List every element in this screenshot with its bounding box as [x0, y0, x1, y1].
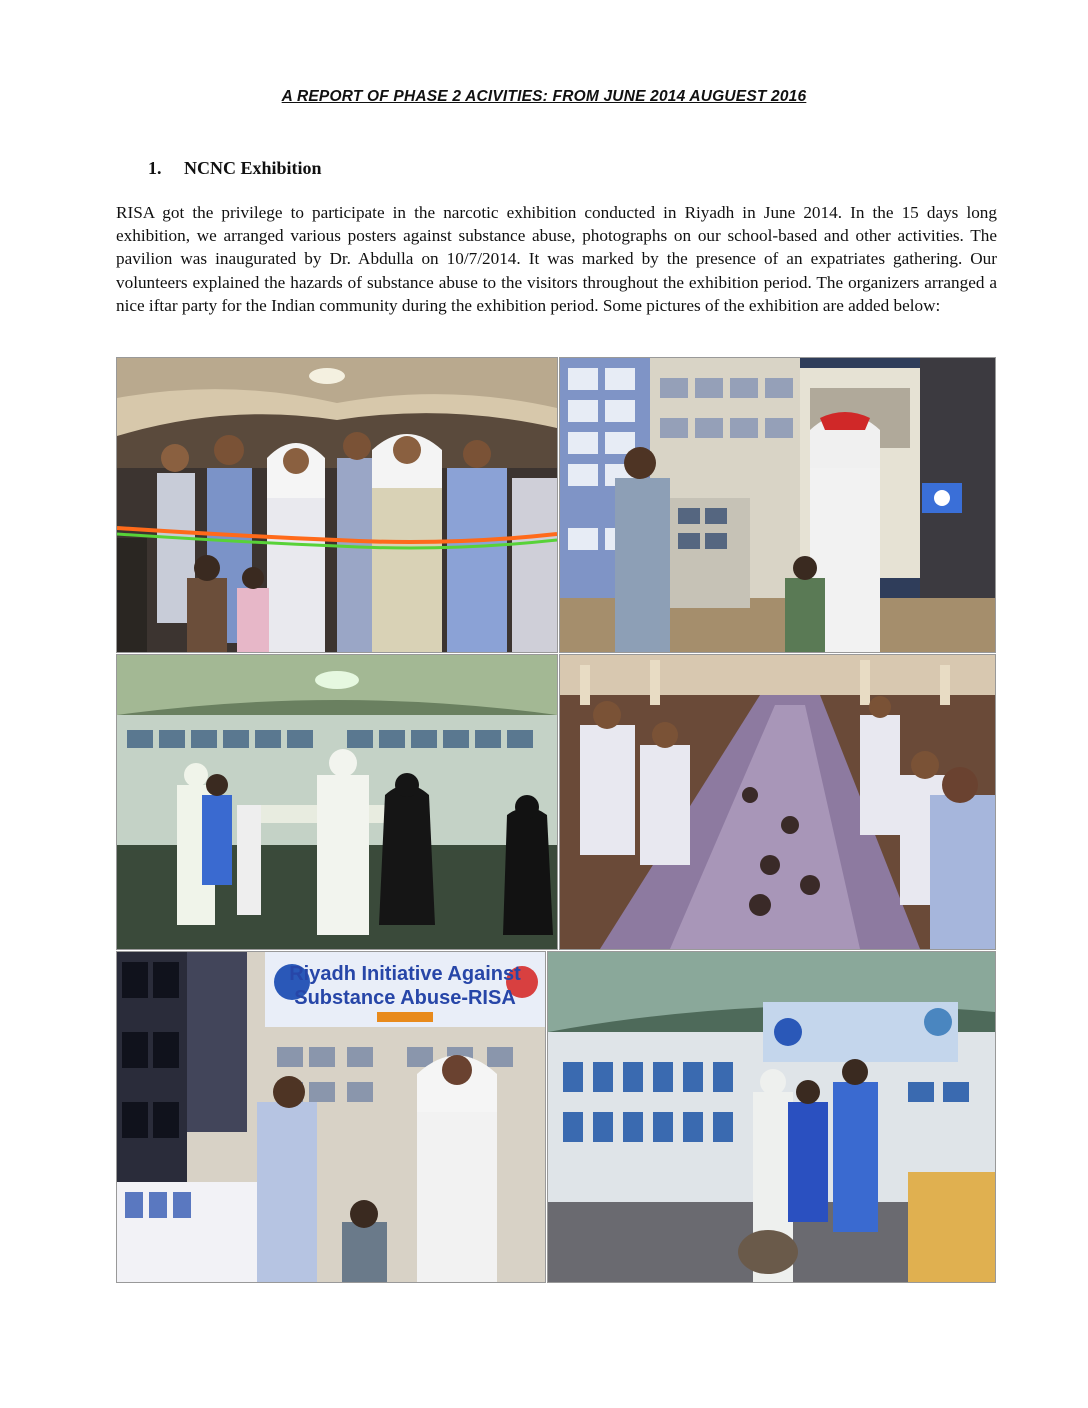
photo-risa-stall: [116, 951, 546, 1283]
photo-exhibit-visitors: [559, 357, 996, 653]
section-number: 1.: [148, 158, 162, 178]
banner-line-1: Riyadh Initiative Against: [289, 963, 521, 985]
photo-ribbon-cutting: [116, 357, 558, 653]
photo-iftar-party: [559, 654, 996, 950]
photo-pavilion-visitors: [116, 654, 558, 950]
section-title: NCNC Exhibition: [184, 158, 322, 178]
section-heading: [148, 158, 322, 179]
photo-display-area: [547, 951, 996, 1283]
section-paragraph: RISA got the privilege to participate in the narcotic exhibition conducted in Riyadh in June 2014. In the 15 days long exhibition, we arranged various posters against substance abuse, photographs on our school-based and other activities. The pavilion was inaugurated by Dr. Abdulla on 10/7/2014. It was marked by the presence of an expatriates gathering. Our volunteers explained the hazards of substance abuse to the visitors throughout the exhibition period. The organizers arranged a nice iftar party for the Indian community during the exhibition period. Some pictures of the exhibition are added below:: [116, 203, 997, 315]
document-title: A REPORT OF PHASE 2 ACIVITIES: FROM JUNE 2014 AUGUEST 2016: [281, 88, 807, 105]
banner-line-2: Substance Abuse-RISA: [294, 987, 516, 1009]
